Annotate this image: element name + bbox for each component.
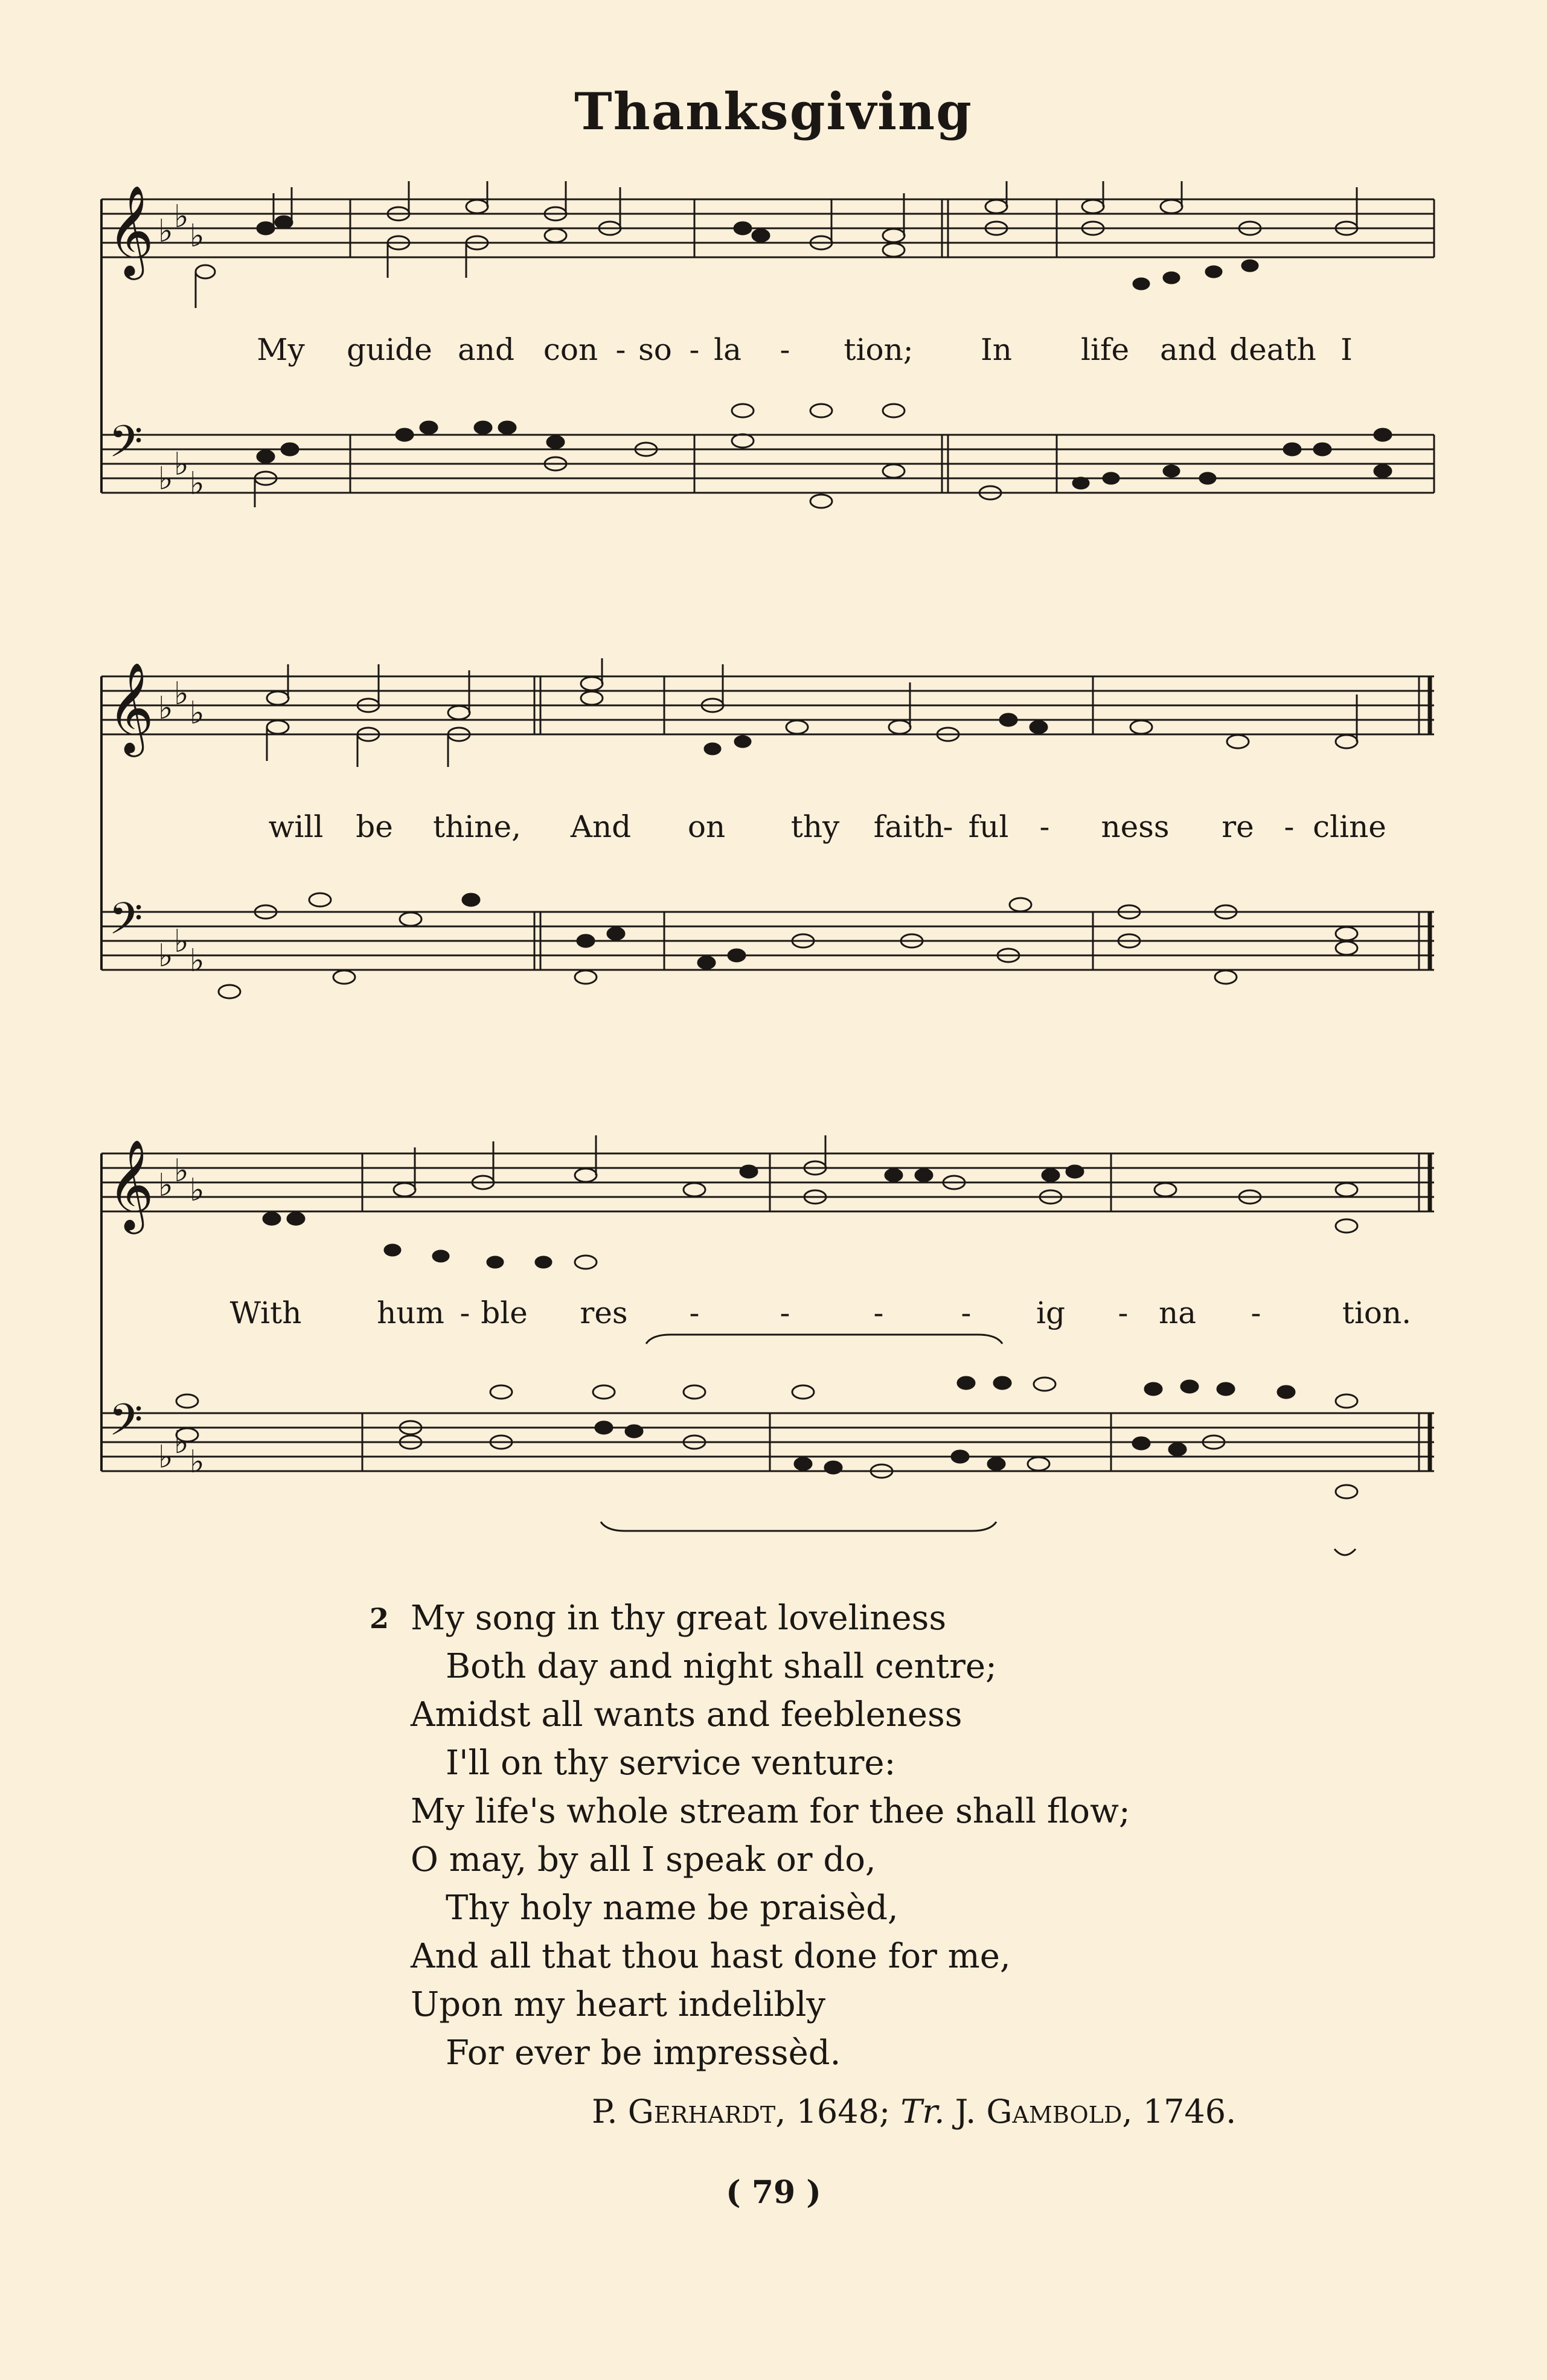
verse-number: 2 — [370, 1602, 389, 1635]
lyric-syllable: - — [780, 1295, 790, 1330]
svg-text:♭: ♭ — [190, 695, 205, 731]
lyric-syllable: and — [457, 332, 515, 367]
svg-text:♭: ♭ — [174, 199, 189, 235]
lyric-syllable: - — [873, 1295, 884, 1330]
svg-text:♭: ♭ — [174, 1153, 189, 1189]
author-year: 1648 — [796, 2093, 879, 2131]
lyrics-line-3 — [91, 1295, 1437, 1338]
verse-2 — [370, 1594, 1130, 2077]
lyric-syllable: na — [1158, 1295, 1197, 1330]
verse-line: I'll on thy service venture: — [446, 1743, 896, 1783]
svg-text:𝄢: 𝄢 — [109, 893, 143, 955]
lyric-syllable: ig — [1036, 1295, 1065, 1330]
lyric-syllable: cline — [1313, 809, 1386, 844]
lyric-syllable: - — [780, 332, 790, 367]
verse-line: Both day and night shall centre; — [446, 1647, 997, 1686]
svg-text:𝄞: 𝄞 — [107, 661, 154, 753]
lyric-syllable: re — [1222, 809, 1254, 844]
svg-text:♭: ♭ — [174, 1425, 189, 1461]
svg-text:♭: ♭ — [174, 676, 189, 712]
music-system-1 — [91, 181, 1437, 531]
svg-text:𝄞: 𝄞 — [107, 184, 154, 276]
svg-text:♭: ♭ — [190, 1444, 205, 1480]
translator-prefix: Tr. — [900, 2093, 945, 2131]
svg-text:♭: ♭ — [158, 938, 173, 974]
music-system-2 — [91, 658, 1437, 1009]
svg-text:♭: ♭ — [158, 1167, 173, 1204]
verse-line: My song in thy great loveliness — [411, 1599, 947, 1638]
svg-text:♭: ♭ — [190, 466, 205, 502]
svg-text:♭: ♭ — [174, 923, 189, 960]
lyric-syllable: on — [687, 809, 726, 844]
lyric-syllable: And — [570, 809, 632, 844]
lyric-syllable: - — [943, 809, 953, 844]
lyric-syllable: - — [1039, 809, 1050, 844]
lyric-syllable: In — [981, 332, 1012, 367]
lyric-syllable: death — [1229, 332, 1316, 367]
lyric-syllable: - — [1118, 1295, 1129, 1330]
verse-line: Thy holy name be praisèd, — [446, 1888, 898, 1928]
svg-text:♭: ♭ — [190, 1172, 205, 1208]
lyric-syllable: tion. — [1342, 1295, 1412, 1330]
lyric-syllable: With — [229, 1295, 302, 1330]
lyric-syllable: - — [460, 1295, 470, 1330]
svg-text:𝄢: 𝄢 — [109, 1394, 143, 1456]
lyric-syllable: - — [1284, 809, 1295, 844]
svg-text:♭: ♭ — [174, 446, 189, 483]
hymn-title: Thanksgiving — [574, 82, 973, 141]
lyric-syllable: thine, — [433, 809, 521, 844]
lyric-syllable: ful — [968, 809, 1009, 844]
lyric-syllable: will — [268, 809, 324, 844]
staff-notation-3 — [91, 1135, 1437, 1558]
lyric-syllable: - — [961, 1295, 972, 1330]
page-number: ( 79 ) — [726, 2174, 821, 2211]
lyric-syllable: ble — [481, 1295, 528, 1330]
svg-text:♭: ♭ — [158, 1439, 173, 1475]
lyrics-line-1 — [91, 332, 1437, 374]
lyric-syllable: and — [1159, 332, 1217, 367]
svg-text:♭: ♭ — [158, 690, 173, 727]
lyric-syllable: - — [689, 332, 700, 367]
verse-line: Amidst all wants and feebleness — [411, 1695, 962, 1734]
lyric-syllable: ness — [1101, 809, 1170, 844]
lyric-syllable: tion; — [844, 332, 914, 367]
verse-line: My life's whole stream for thee shall flow; — [411, 1792, 1130, 1831]
hymn-attribution: P. Gerhardt, 1648; Tr. J. Gambold, 1746. — [592, 2093, 1237, 2131]
lyric-syllable: faith — [873, 809, 944, 844]
translator-year: 1746. — [1142, 2093, 1237, 2131]
svg-text:𝄞: 𝄞 — [107, 1138, 154, 1230]
lyric-syllable: la — [714, 332, 741, 367]
svg-text:♭: ♭ — [190, 943, 205, 979]
lyric-syllable: res — [580, 1295, 628, 1330]
lyric-syllable: - — [689, 1295, 700, 1330]
lyric-syllable: con — [543, 332, 598, 367]
translator-name: J. Gambold — [955, 2093, 1123, 2131]
svg-text:♭: ♭ — [158, 213, 173, 249]
author-name: P. Gerhardt — [592, 2093, 776, 2131]
lyric-syllable: I — [1340, 332, 1353, 367]
lyrics-line-2 — [91, 809, 1437, 852]
lyric-syllable: be — [356, 809, 393, 844]
lyric-syllable: - — [1251, 1295, 1261, 1330]
lyric-syllable: so — [638, 332, 672, 367]
svg-text:𝄢: 𝄢 — [109, 415, 143, 478]
verse-line: Upon my heart indelibly — [411, 1985, 826, 2024]
verse-line: For ever be impressèd. — [446, 2033, 841, 2073]
lyric-syllable: life — [1080, 332, 1130, 367]
lyric-syllable: - — [615, 332, 626, 367]
lyric-syllable: thy — [790, 809, 840, 844]
verse-line: O may, by all I speak or do, — [411, 1840, 876, 1879]
lyric-syllable: hum — [377, 1295, 444, 1330]
lyric-syllable: My — [257, 332, 305, 367]
lyric-syllable: guide — [347, 332, 432, 367]
verse-line: And all that thou hast done for me, — [411, 1937, 1011, 1976]
svg-text:♭: ♭ — [158, 461, 173, 497]
svg-text:♭: ♭ — [190, 218, 205, 254]
music-system-3 — [91, 1135, 1437, 1558]
